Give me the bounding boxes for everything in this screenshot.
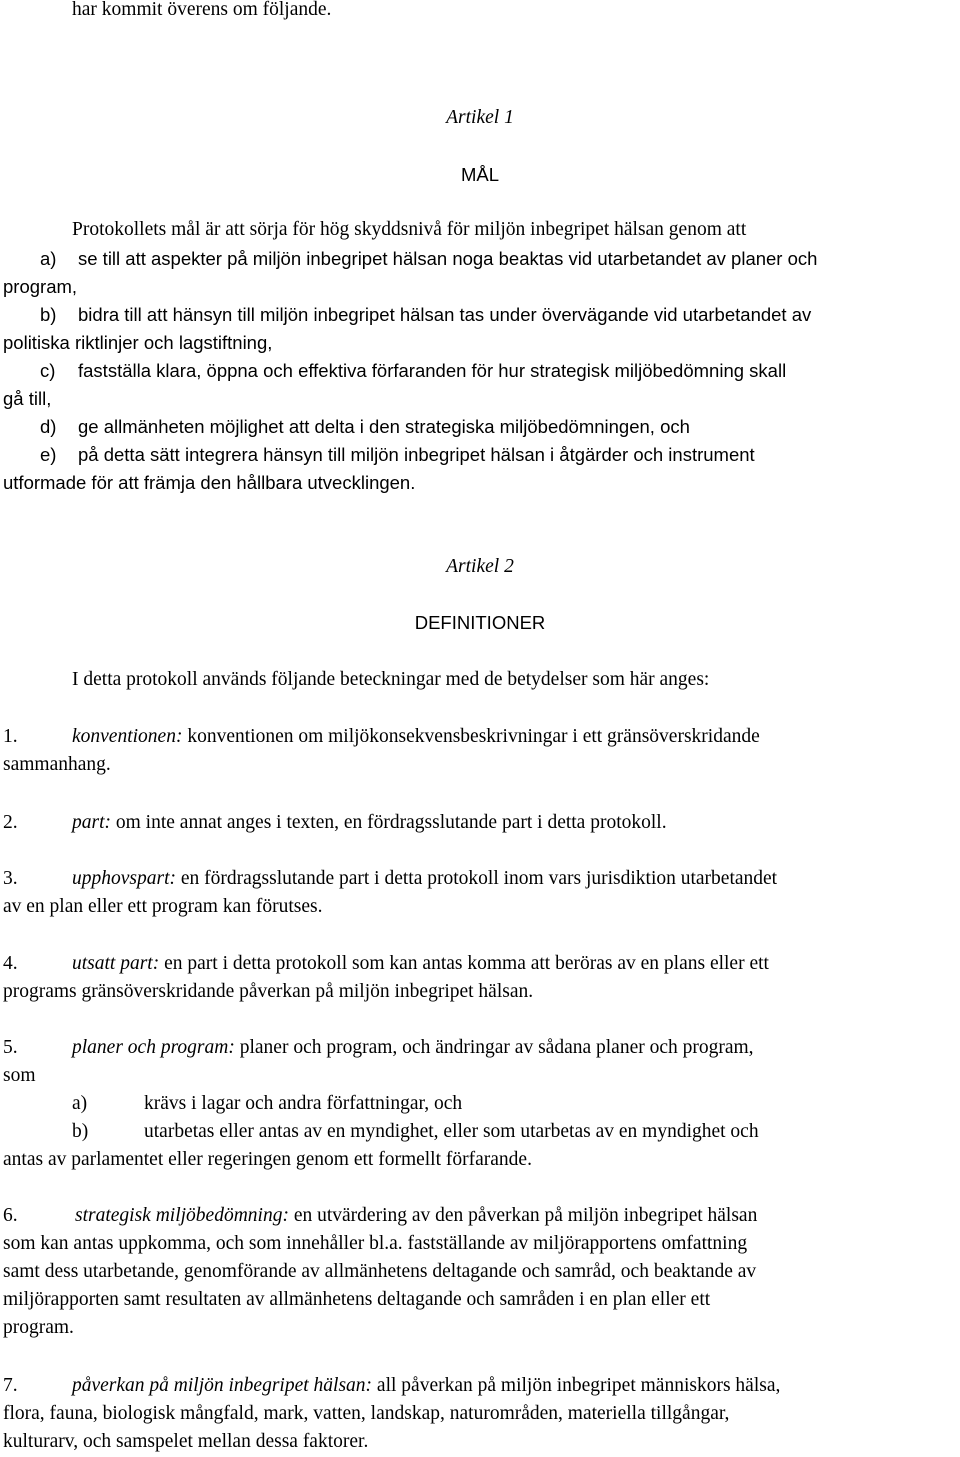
definition-3-cont: av en plan eller ett program kan förutses. (3, 896, 323, 917)
definition-5-subitem-b: b) utarbetas eller antas av en myndighet, eller som utarbetas av en myndighet och (72, 1121, 759, 1142)
list-item-d: d) ge allmänheten möjlighet att delta i den strategiska miljöbedömningen, och (40, 416, 690, 437)
definition-7: 7. påverkan på miljön inbegripet hälsan: all påverkan på miljön inbegripet människors hälsa, (3, 1375, 781, 1396)
definition-1: 1. konventionen: konventionen om miljökonsekvensbeskrivningar i ett gränsöverskridande (3, 726, 760, 747)
article1-title: MÅL (460, 164, 500, 185)
list-item-b-cont: politiska riktlinjer och lagstiftning, (3, 332, 273, 353)
definition-2: 2. part: om inte annat anges i texten, en fördragsslutande part i detta protokoll. (3, 812, 667, 833)
list-item-e: e) på detta sätt integrera hänsyn till miljön inbegripet hälsan i åtgärder och instrument (40, 444, 755, 465)
definition-6: 6. strategisk miljöbedömning: en utvärdering av den påverkan på miljön inbegripet hälsan (3, 1205, 758, 1226)
definition-4: 4. utsatt part: en part i detta protokoll som kan antas komma att beröras av en plans eller ett (3, 953, 769, 974)
list-item-b: b) bidra till att hänsyn till miljön inbegripet hälsan tas under övervägande vid utarbetandet av (40, 304, 812, 325)
article2-heading: Artikel 2 (446, 556, 514, 577)
list-item-e-cont: utformade för att främja den hållbara utvecklingen. (3, 472, 416, 493)
definition-7-cont-2: kulturarv, och samspelet mellan dessa faktorer. (3, 1431, 369, 1452)
article2-title: DEFINITIONER (414, 612, 546, 633)
definition-6-cont-1: som kan antas uppkomma, och som innehåller bl.a. fastställande av miljörapportens omfattning (3, 1233, 748, 1254)
definition-5-tail: antas av parlamentet eller regeringen genom ett formellt förfarande. (3, 1149, 532, 1170)
definition-5-cont: som (3, 1065, 36, 1086)
intro-line: har kommit överens om följande. (72, 0, 332, 20)
article1-heading: Artikel 1 (446, 107, 514, 128)
definition-1-cont: sammanhang. (3, 754, 111, 775)
list-item-a-cont: program, (3, 276, 78, 297)
list-item-a: a) se till att aspekter på miljön inbegripet hälsan noga beaktas vid utarbetandet av planer och (40, 248, 818, 269)
definition-5: 5. planer och program: planer och program, och ändringar av sådana planer och program, (3, 1037, 754, 1058)
definition-3: 3. upphovspart: en fördragsslutande part i detta protokoll inom vars jurisdiktion utarbetandet (3, 868, 778, 889)
article1-lead: Protokollets mål är att sörja för hög skyddsnivå för miljön inbegripet hälsan genom att (72, 219, 747, 240)
definition-7-cont-1: flora, fauna, biologisk mångfald, mark, vatten, landskap, naturområden, materiella tillgångar, (3, 1403, 730, 1424)
list-item-c: c) fastställa klara, öppna och effektiva förfaranden för hur strategisk miljöbedömning skall (40, 360, 787, 381)
definition-6-cont-3: miljörapporten samt resultaten av allmänhetens deltagande och samråden i en plan eller ett (3, 1289, 711, 1310)
article2-lead: I detta protokoll används följande beteckningar med de betydelser som här anges: (72, 669, 710, 690)
definition-5-subitem-a: a) krävs i lagar och andra författningar, och (72, 1093, 463, 1114)
definition-6-cont-2: samt dess utarbetande, genomförande av allmänhetens deltagande och samråd, och beaktande av (3, 1261, 757, 1282)
definition-4-cont: programs gränsöverskridande påverkan på miljön inbegripet hälsan. (3, 981, 534, 1002)
list-item-c-cont: gå till, (3, 388, 52, 409)
definition-6-cont-4: program. (3, 1317, 74, 1338)
